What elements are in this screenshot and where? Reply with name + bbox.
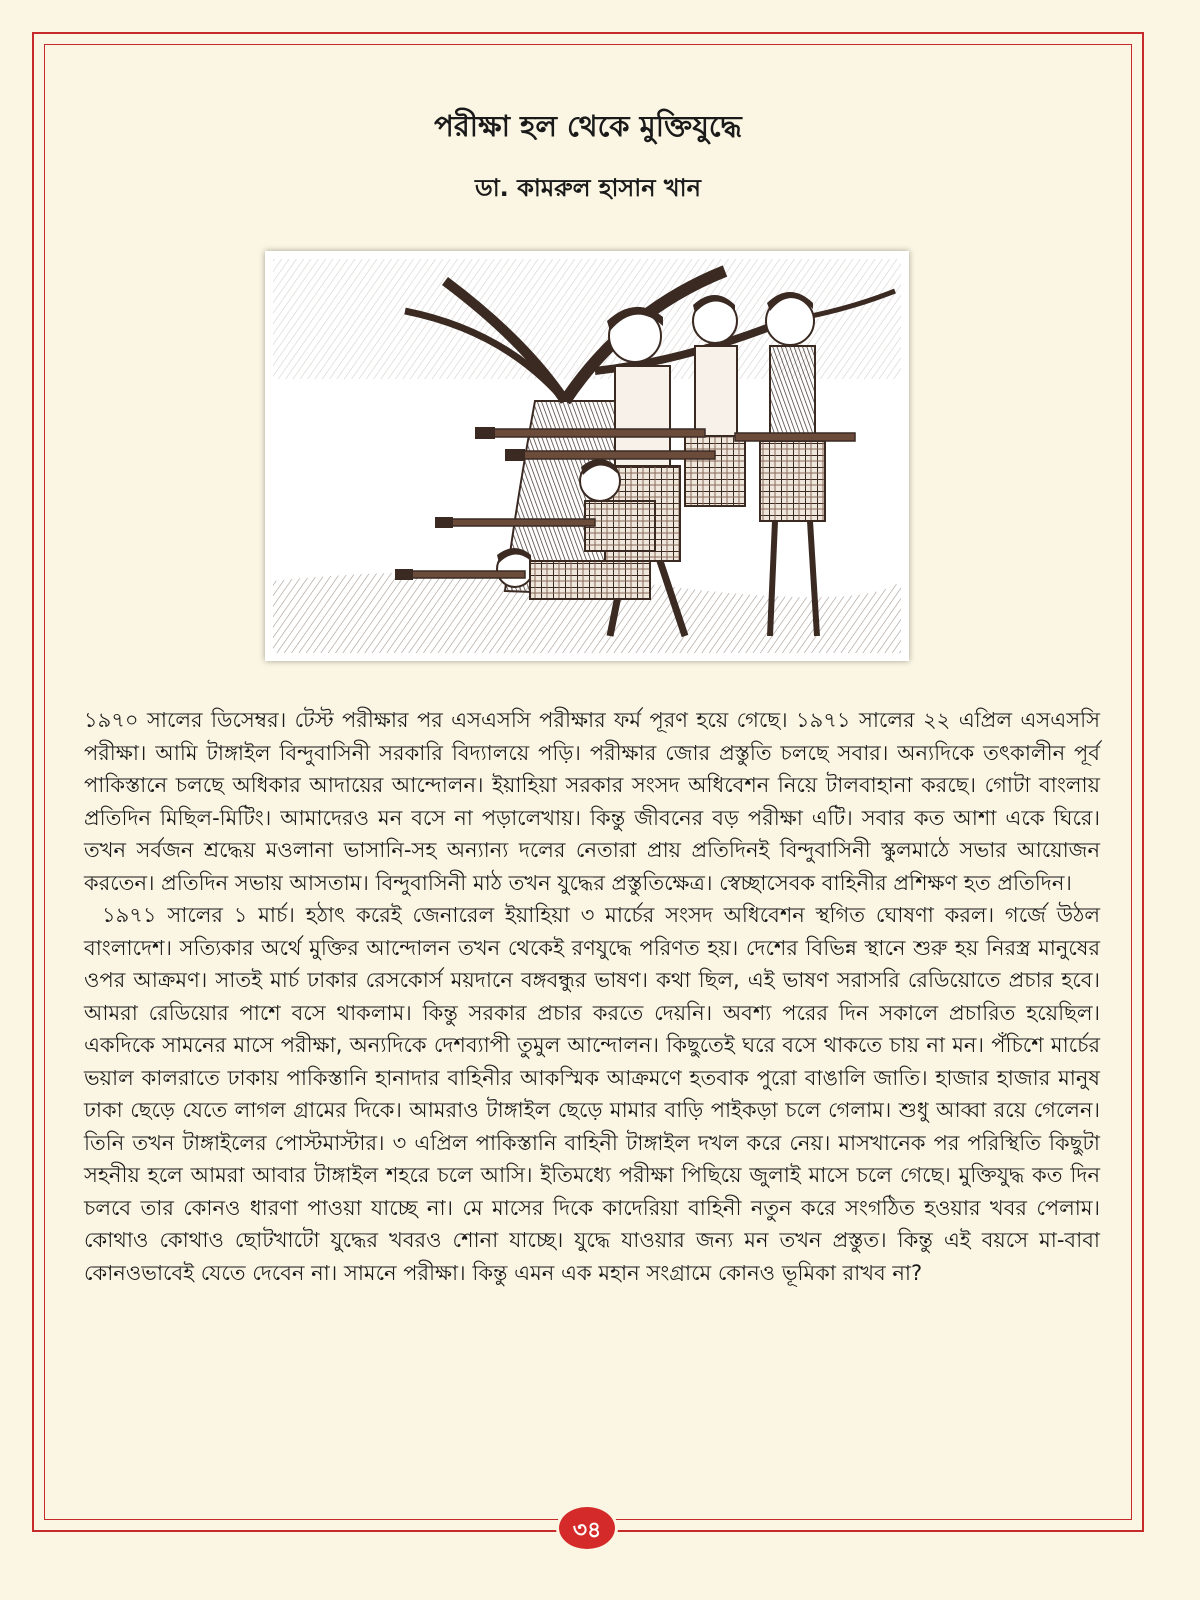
paragraph-2: ১৯৭১ সালের ১ মার্চ। হঠাৎ করেই জেনারেল ইয়াহিয়া ৩ মার্চের সংসদ অধিবেশন স্থগিত ঘোষণা করল। গর্জে উঠল বাংলাদেশ। সত্যিকার অর্থে মুক্তির আন্দোলন তখন থেকেই রণযুদ্ধে পরিণত হয়। দেশের বিভিন্ন স্থানে শুরু হয় নিরস্ত্র মানুষের ওপর আক্রমণ। সাতই মার্চ ঢাকার রেসকোর্স ময়দানে বঙ্গবন্ধুর ভাষণ। কথা ছিল, এই ভাষণ সরাসরি রেডিয়োতে প্রচার হবে। আমরা রেডিয়োর পাশে বসে থাকলাম। কিন্তু সরকার প্রচার করতে দেয়নি। অবশ্য পরের দিন সকালে প্রচারিত হয়েছিল। একদিকে সামনের মাসে পরীক্ষা, অন্যদিকে দেশব্যাপী তুমুল আন্দোলন। কিছুতেই ঘরে বসে থাকতে চায় না মন। পঁচিশে মার্চের ভয়াল কালরাতে ঢাকায় পাকিস্তানি হানাদার বাহিনীর আকস্মিক আক্রমণে হতবাক পুরো বাঙালি জাতি। হাজার হাজার মানুষ ঢাকা ছেড়ে যেতে লাগল গ্রামের দিকে। আমরাও টাঙ্গাইল ছেড়ে মামার বাড়ি পাইকড়া চলে গেলাম। শুধু আব্বা রয়ে গেলেন। তিনি তখন টাঙ্গাইলের পোস্টমাস্টার। ৩ এপ্রিল পাকিস্তানি বাহিনী টাঙ্গাইল দখল করে নেয়। মাসখানেক পর পরিস্থিতি কিছুটা সহনীয় হলে আমরা আবার টাঙ্গাইল শহরে চলে আসি। ইতিমধ্যে পরীক্ষা পিছিয়ে জুলাই মাসে চলে গেছে। মুক্তিযুদ্ধ কত দিন চলবে তার কোনও ধারণা পাওয়া যাচ্ছে না। মে মাসের দিকে কাদেরিয়া বাহিনী নতুন করে সংগঠিত হওয়ার খবর পেলাম। কোথাও কোথাও ছোটখাটো যুদ্ধের খবরও শোনা যাচ্ছে। যুদ্ধে যাওয়ার জন্য মন তখন প্রস্তুত। কিন্তু এই বয়সে মা-বাবা কোনওভাবেই যেতে দেবেন না। সামনে পরীক্ষা। কিন্তু এমন এক মহান সংগ্রামে কোনও ভূমিকা রাখব না?: [84, 903, 1100, 1285]
article-body: [84, 704, 1100, 1289]
page-number-badge: ৩৪: [556, 1504, 618, 1552]
paragraph-1: ১৯৭০ সালের ডিসেম্বর। টেস্ট পরীক্ষার পর এসএসসি পরীক্ষার ফর্ম পূরণ হয়ে গেছে। ১৯৭১ সালের ২২ এপ্রিল এসএসসি পরীক্ষা। আমি টাঙ্গাইল বিন্দুবাসিনী সরকারি বিদ্যালয়ে পড়ি। পরীক্ষার জোর প্রস্তুতি চলছে সবার। অন্যদিকে তৎকালীন পূর্ব পাকিস্তানে চলছে অধিকার আদায়ের আন্দোলন। ইয়াহিয়া সরকার সংসদ অধিবেশন নিয়ে টালবাহানা করছে। গোটা বাংলায় প্রতিদিন মিছিল-মিটিং। আমাদেরও মন বসে না পড়ালেখায়। কিন্তু জীবনের বড় পরীক্ষা এটি। সবার কত আশা একে ঘিরে। তখন সর্বজন শ্রদ্ধেয় মওলানা ভাসানি-সহ অন্যান্য দলের নেতারা প্রায় প্রতিদিনই বিন্দুবাসিনী স্কুলমাঠে সভার আয়োজন করতেন। প্রতিদিন সভায় আসতাম। বিন্দুবাসিনী মাঠ তখন যুদ্ধের প্রস্তুতিক্ষেত্র। স্বেচ্ছাসেবক বাহিনীর প্রশিক্ষণ হত প্রতিদিন।: [84, 708, 1100, 895]
article-title: পরীক্ষা হল থেকে মুক্তিযুদ্ধে: [434, 109, 742, 143]
illustration-drawing: [265, 251, 909, 661]
freedom-fighters-illustration: [265, 251, 909, 661]
article-author: ডা. কামরুল হাসান খান: [475, 174, 701, 202]
